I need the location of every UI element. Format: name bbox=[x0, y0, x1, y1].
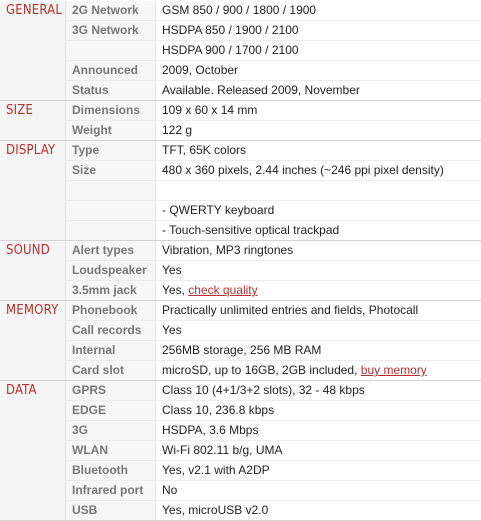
spec-row-card-slot bbox=[66, 361, 481, 380]
section-sound bbox=[0, 241, 481, 301]
spec-value-infrared: No bbox=[162, 483, 178, 497]
spec-label-empty bbox=[66, 221, 156, 240]
spec-label-card-slot[interactable]: Card slot bbox=[66, 361, 156, 380]
spec-label-display-size[interactable]: Size bbox=[66, 161, 156, 180]
spec-value-keyboard: - QWERTY keyboard bbox=[162, 203, 275, 217]
section-rows-display bbox=[66, 141, 481, 240]
section-general bbox=[0, 1, 481, 101]
spec-value-card-slot-text: microSD, up to 16GB, 2GB included, bbox=[162, 363, 361, 377]
spec-value-card-slot bbox=[156, 361, 481, 380]
spec-label-empty bbox=[66, 181, 156, 200]
buy-memory-link[interactable]: buy memory bbox=[360, 363, 427, 377]
spec-value-audio-jack bbox=[156, 281, 481, 300]
section-size bbox=[0, 101, 481, 141]
spec-label-empty bbox=[66, 201, 156, 220]
section-rows-data bbox=[66, 381, 481, 520]
spec-label-weight[interactable]: Weight bbox=[66, 121, 156, 140]
spec-label-3g-network[interactable]: 3G Network bbox=[66, 21, 156, 40]
spec-row-internal bbox=[66, 341, 481, 361]
spec-row-usb bbox=[66, 501, 481, 520]
spec-label-edge[interactable]: EDGE bbox=[66, 401, 156, 420]
spec-value-announced: 2009, October bbox=[162, 63, 239, 77]
spec-label-2g-network[interactable]: 2G Network bbox=[66, 1, 156, 20]
spec-row-3g-network bbox=[66, 21, 481, 41]
spec-value-empty bbox=[156, 181, 481, 200]
spec-label-empty bbox=[66, 41, 156, 60]
spec-value-weight: 122 g bbox=[162, 123, 193, 137]
section-title-sound: SOUND bbox=[0, 241, 66, 300]
spec-value-internal: 256MB storage, 256 MB RAM bbox=[162, 343, 322, 357]
spec-label-audio-jack[interactable]: 3.5mm jack bbox=[66, 281, 156, 300]
spec-label-status[interactable]: Status bbox=[66, 81, 156, 100]
spec-value-wlan: Wi-Fi 802.11 b/g, UMA bbox=[162, 443, 283, 457]
spec-row-3g bbox=[66, 421, 481, 441]
spec-label-infrared[interactable]: Infrared port bbox=[66, 481, 156, 500]
spec-row-audio-jack bbox=[66, 281, 481, 300]
spec-row-loudspeaker bbox=[66, 261, 481, 281]
section-title-general: GENERAL bbox=[0, 1, 66, 100]
spec-row-wlan bbox=[66, 441, 481, 461]
spec-value-display-size: 480 x 360 pixels, 2.44 inches (~246 ppi pixel density) bbox=[162, 163, 444, 177]
spec-row-edge bbox=[66, 401, 481, 421]
spec-label-announced[interactable]: Announced bbox=[66, 61, 156, 80]
spec-value-2g-network: GSM 850 / 900 / 1800 / 1900 bbox=[162, 3, 317, 17]
spec-value-bluetooth: Yes, v2.1 with A2DP bbox=[162, 463, 270, 477]
spec-row-alert-types bbox=[66, 241, 481, 261]
spec-label-bluetooth[interactable]: Bluetooth bbox=[66, 461, 156, 480]
spec-label-display-type[interactable]: Type bbox=[66, 141, 156, 160]
spec-row-3g-network-extra bbox=[66, 41, 481, 61]
spec-value-gprs: Class 10 (4+1/3+2 slots), 32 - 48 kbps bbox=[162, 383, 365, 397]
spec-row-bluetooth bbox=[66, 461, 481, 481]
spec-label-wlan[interactable]: WLAN bbox=[66, 441, 156, 460]
section-title-memory: MEMORY bbox=[0, 301, 66, 380]
spec-row-display-blank bbox=[66, 181, 481, 201]
spec-value-audio-jack-text: Yes, bbox=[162, 283, 189, 297]
spec-label-alert-types[interactable]: Alert types bbox=[66, 241, 156, 260]
spec-row-weight bbox=[66, 121, 481, 140]
spec-value-status: Available. Released 2009, November bbox=[162, 83, 360, 97]
spec-value-call-records: Yes bbox=[162, 323, 182, 337]
section-title-display: DISPLAY bbox=[0, 141, 66, 240]
spec-label-internal[interactable]: Internal bbox=[66, 341, 156, 360]
spec-value-alert-types: Vibration, MP3 ringtones bbox=[162, 243, 294, 257]
check-quality-link[interactable]: check quality bbox=[188, 283, 258, 297]
section-rows-general bbox=[66, 1, 481, 100]
spec-row-display-type bbox=[66, 141, 481, 161]
spec-row-2g-network bbox=[66, 1, 481, 21]
spec-row-call-records bbox=[66, 321, 481, 341]
spec-value-3g: HSDPA, 3.6 Mbps bbox=[162, 423, 259, 437]
spec-value-phonebook: Practically unlimited entries and fields, Photocall bbox=[162, 303, 419, 317]
spec-label-3g[interactable]: 3G bbox=[66, 421, 156, 440]
spec-row-display-trackpad bbox=[66, 221, 481, 240]
spec-row-infrared bbox=[66, 481, 481, 501]
spec-value-edge: Class 10, 236.8 kbps bbox=[162, 403, 275, 417]
section-rows-sound bbox=[66, 241, 481, 300]
spec-row-display-keyboard bbox=[66, 201, 481, 221]
section-memory bbox=[0, 301, 481, 381]
section-title-size: SIZE bbox=[0, 101, 66, 140]
spec-label-usb[interactable]: USB bbox=[66, 501, 156, 520]
spec-row-dimensions bbox=[66, 101, 481, 121]
spec-value-3g-network-extra: HSDPA 900 / 1700 / 2100 bbox=[162, 43, 299, 57]
spec-value-dimensions: 109 x 60 x 14 mm bbox=[162, 103, 258, 117]
spec-label-gprs[interactable]: GPRS bbox=[66, 381, 156, 400]
section-display bbox=[0, 141, 481, 241]
section-title-data: DATA bbox=[0, 381, 66, 520]
spec-label-loudspeaker[interactable]: Loudspeaker bbox=[66, 261, 156, 280]
section-rows-memory bbox=[66, 301, 481, 380]
spec-row-status bbox=[66, 81, 481, 100]
spec-value-loudspeaker: Yes bbox=[162, 263, 182, 277]
section-rows-size bbox=[66, 101, 481, 140]
spec-row-phonebook bbox=[66, 301, 481, 321]
spec-label-phonebook[interactable]: Phonebook bbox=[66, 301, 156, 320]
spec-label-dimensions[interactable]: Dimensions bbox=[66, 101, 156, 120]
spec-row-gprs bbox=[66, 381, 481, 401]
spec-row-display-size bbox=[66, 161, 481, 181]
spec-value-usb: Yes, microUSB v2.0 bbox=[162, 503, 269, 517]
spec-row-announced bbox=[66, 61, 481, 81]
section-data bbox=[0, 381, 481, 521]
spec-label-call-records[interactable]: Call records bbox=[66, 321, 156, 340]
spec-value-trackpad: - Touch-sensitive optical trackpad bbox=[162, 223, 340, 237]
spec-value-3g-network: HSDPA 850 / 1900 / 2100 bbox=[162, 23, 299, 37]
spec-value-display-type: TFT, 65K colors bbox=[162, 143, 247, 157]
